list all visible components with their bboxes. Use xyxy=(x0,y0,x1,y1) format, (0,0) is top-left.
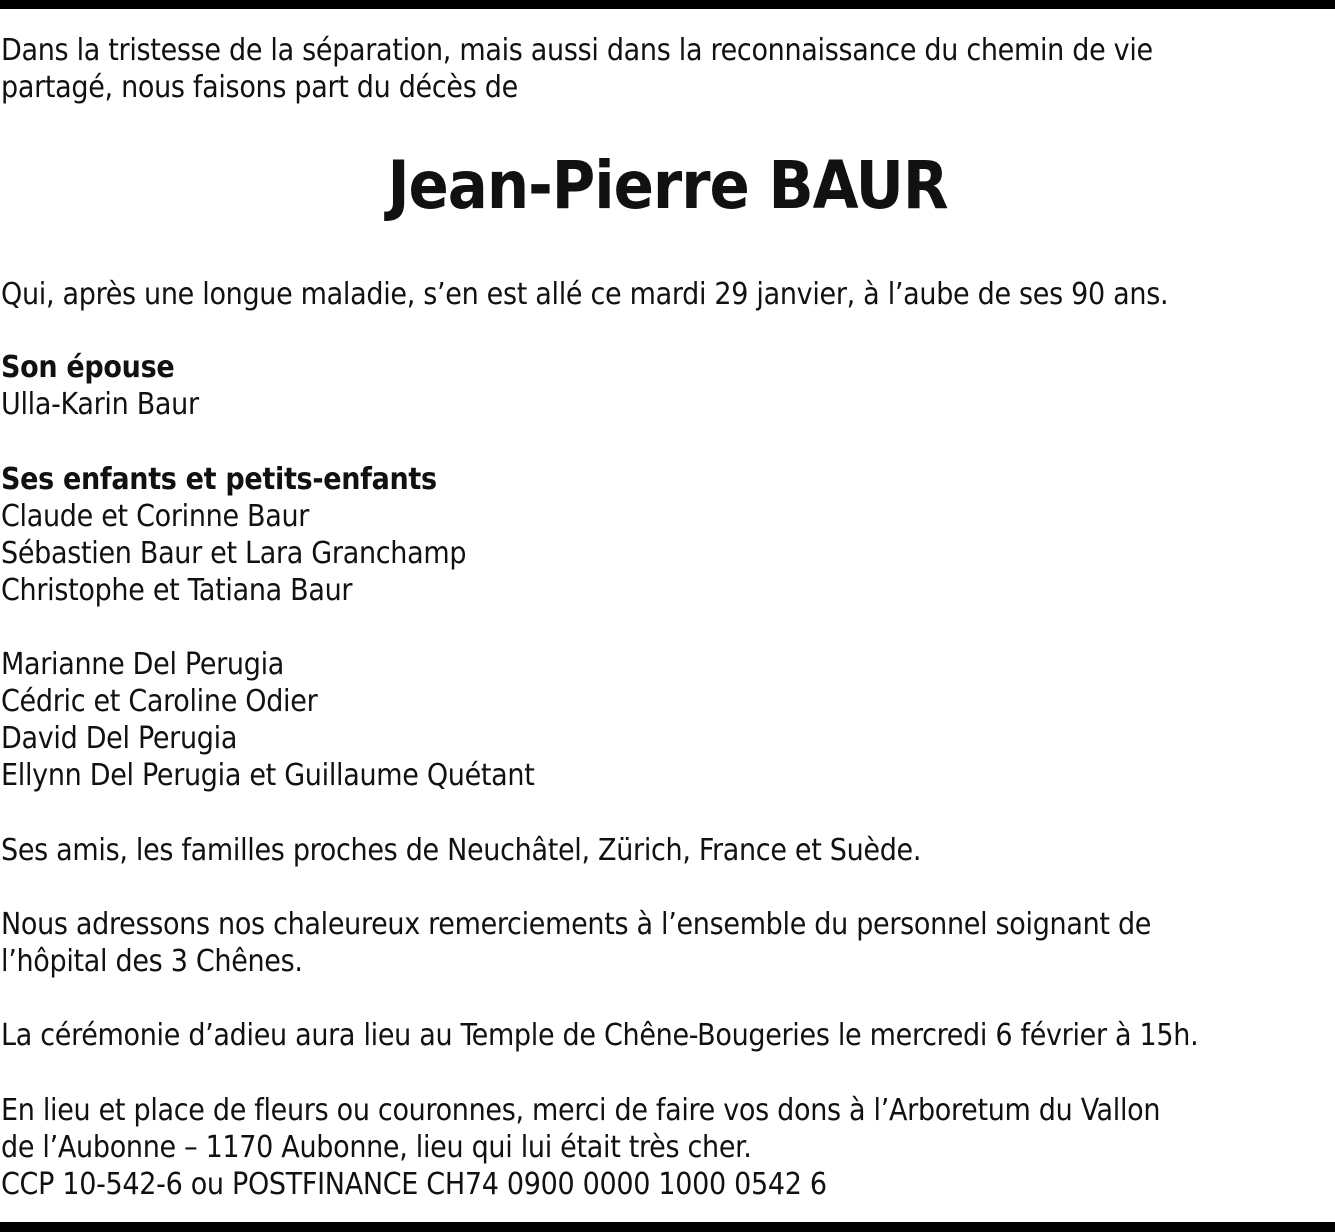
deceased-name: Jean-Pierre BAUR xyxy=(387,147,948,224)
family-member: David Del Perugia xyxy=(1,721,238,756)
ceremony-paragraph xyxy=(1,1017,1326,1054)
family-member: Ellynn Del Perugia et Guillaume Quétant xyxy=(1,758,535,793)
passing-note-text: Qui, après une longue maladie, s’en est allé ce mardi 29 janvier, à l’aube de ses 90 ans. xyxy=(1,277,1169,312)
donations-paragraph xyxy=(1,1092,1326,1203)
thanks-line-2: l’hôpital des 3 Chênes. xyxy=(1,944,303,979)
family-member: Sébastien Baur et Lara Granchamp xyxy=(1,536,467,571)
family-member: Marianne Del Perugia xyxy=(1,647,285,682)
children-section xyxy=(1,461,1326,609)
family-member: Christophe et Tatiana Baur xyxy=(1,573,353,608)
friends-text: Ses amis, les familles proches de Neuchâtel, Zürich, France et Suède. xyxy=(1,833,922,868)
family-member: Cédric et Caroline Odier xyxy=(1,684,318,719)
family-member: Claude et Corinne Baur xyxy=(1,499,310,534)
friends-paragraph xyxy=(1,832,1326,869)
donations-line-2: de l’Aubonne – 1170 Aubonne, lieu qui lui était très cher. xyxy=(1,1130,752,1165)
donations-line-1: En lieu et place de fleurs ou couronnes, merci de faire vos dons à l’Arboretum du Vallon xyxy=(1,1093,1161,1128)
spouse-section xyxy=(1,349,1326,423)
ceremony-text: La cérémonie d’adieu aura lieu au Temple de Chêne-Bougeries le mercredi 6 février à 15h. xyxy=(1,1018,1199,1053)
intro-line-2: partagé, nous faisons part du décès de xyxy=(1,70,518,105)
children-heading: Ses enfants et petits-enfants xyxy=(1,462,437,497)
intro-line-1: Dans la tristesse de la séparation, mais aussi dans la reconnaissance du chemin de vie xyxy=(1,33,1153,68)
spouse-name: Ulla-Karin Baur xyxy=(1,387,199,422)
top-border-rule xyxy=(0,0,1335,9)
bottom-border-rule xyxy=(0,1222,1335,1232)
thanks-paragraph xyxy=(1,906,1326,980)
grandchildren-section xyxy=(1,646,1326,794)
thanks-line-1: Nous adressons nos chaleureux remerciements à l’ensemble du personnel soignant de xyxy=(1,907,1152,942)
spouse-heading: Son épouse xyxy=(1,350,175,385)
passing-note xyxy=(1,276,1326,313)
intro-paragraph xyxy=(1,32,1326,106)
donations-line-3: CCP 10-542-6 ou POSTFINANCE CH74 0900 0000 1000 0542 6 xyxy=(1,1167,827,1202)
